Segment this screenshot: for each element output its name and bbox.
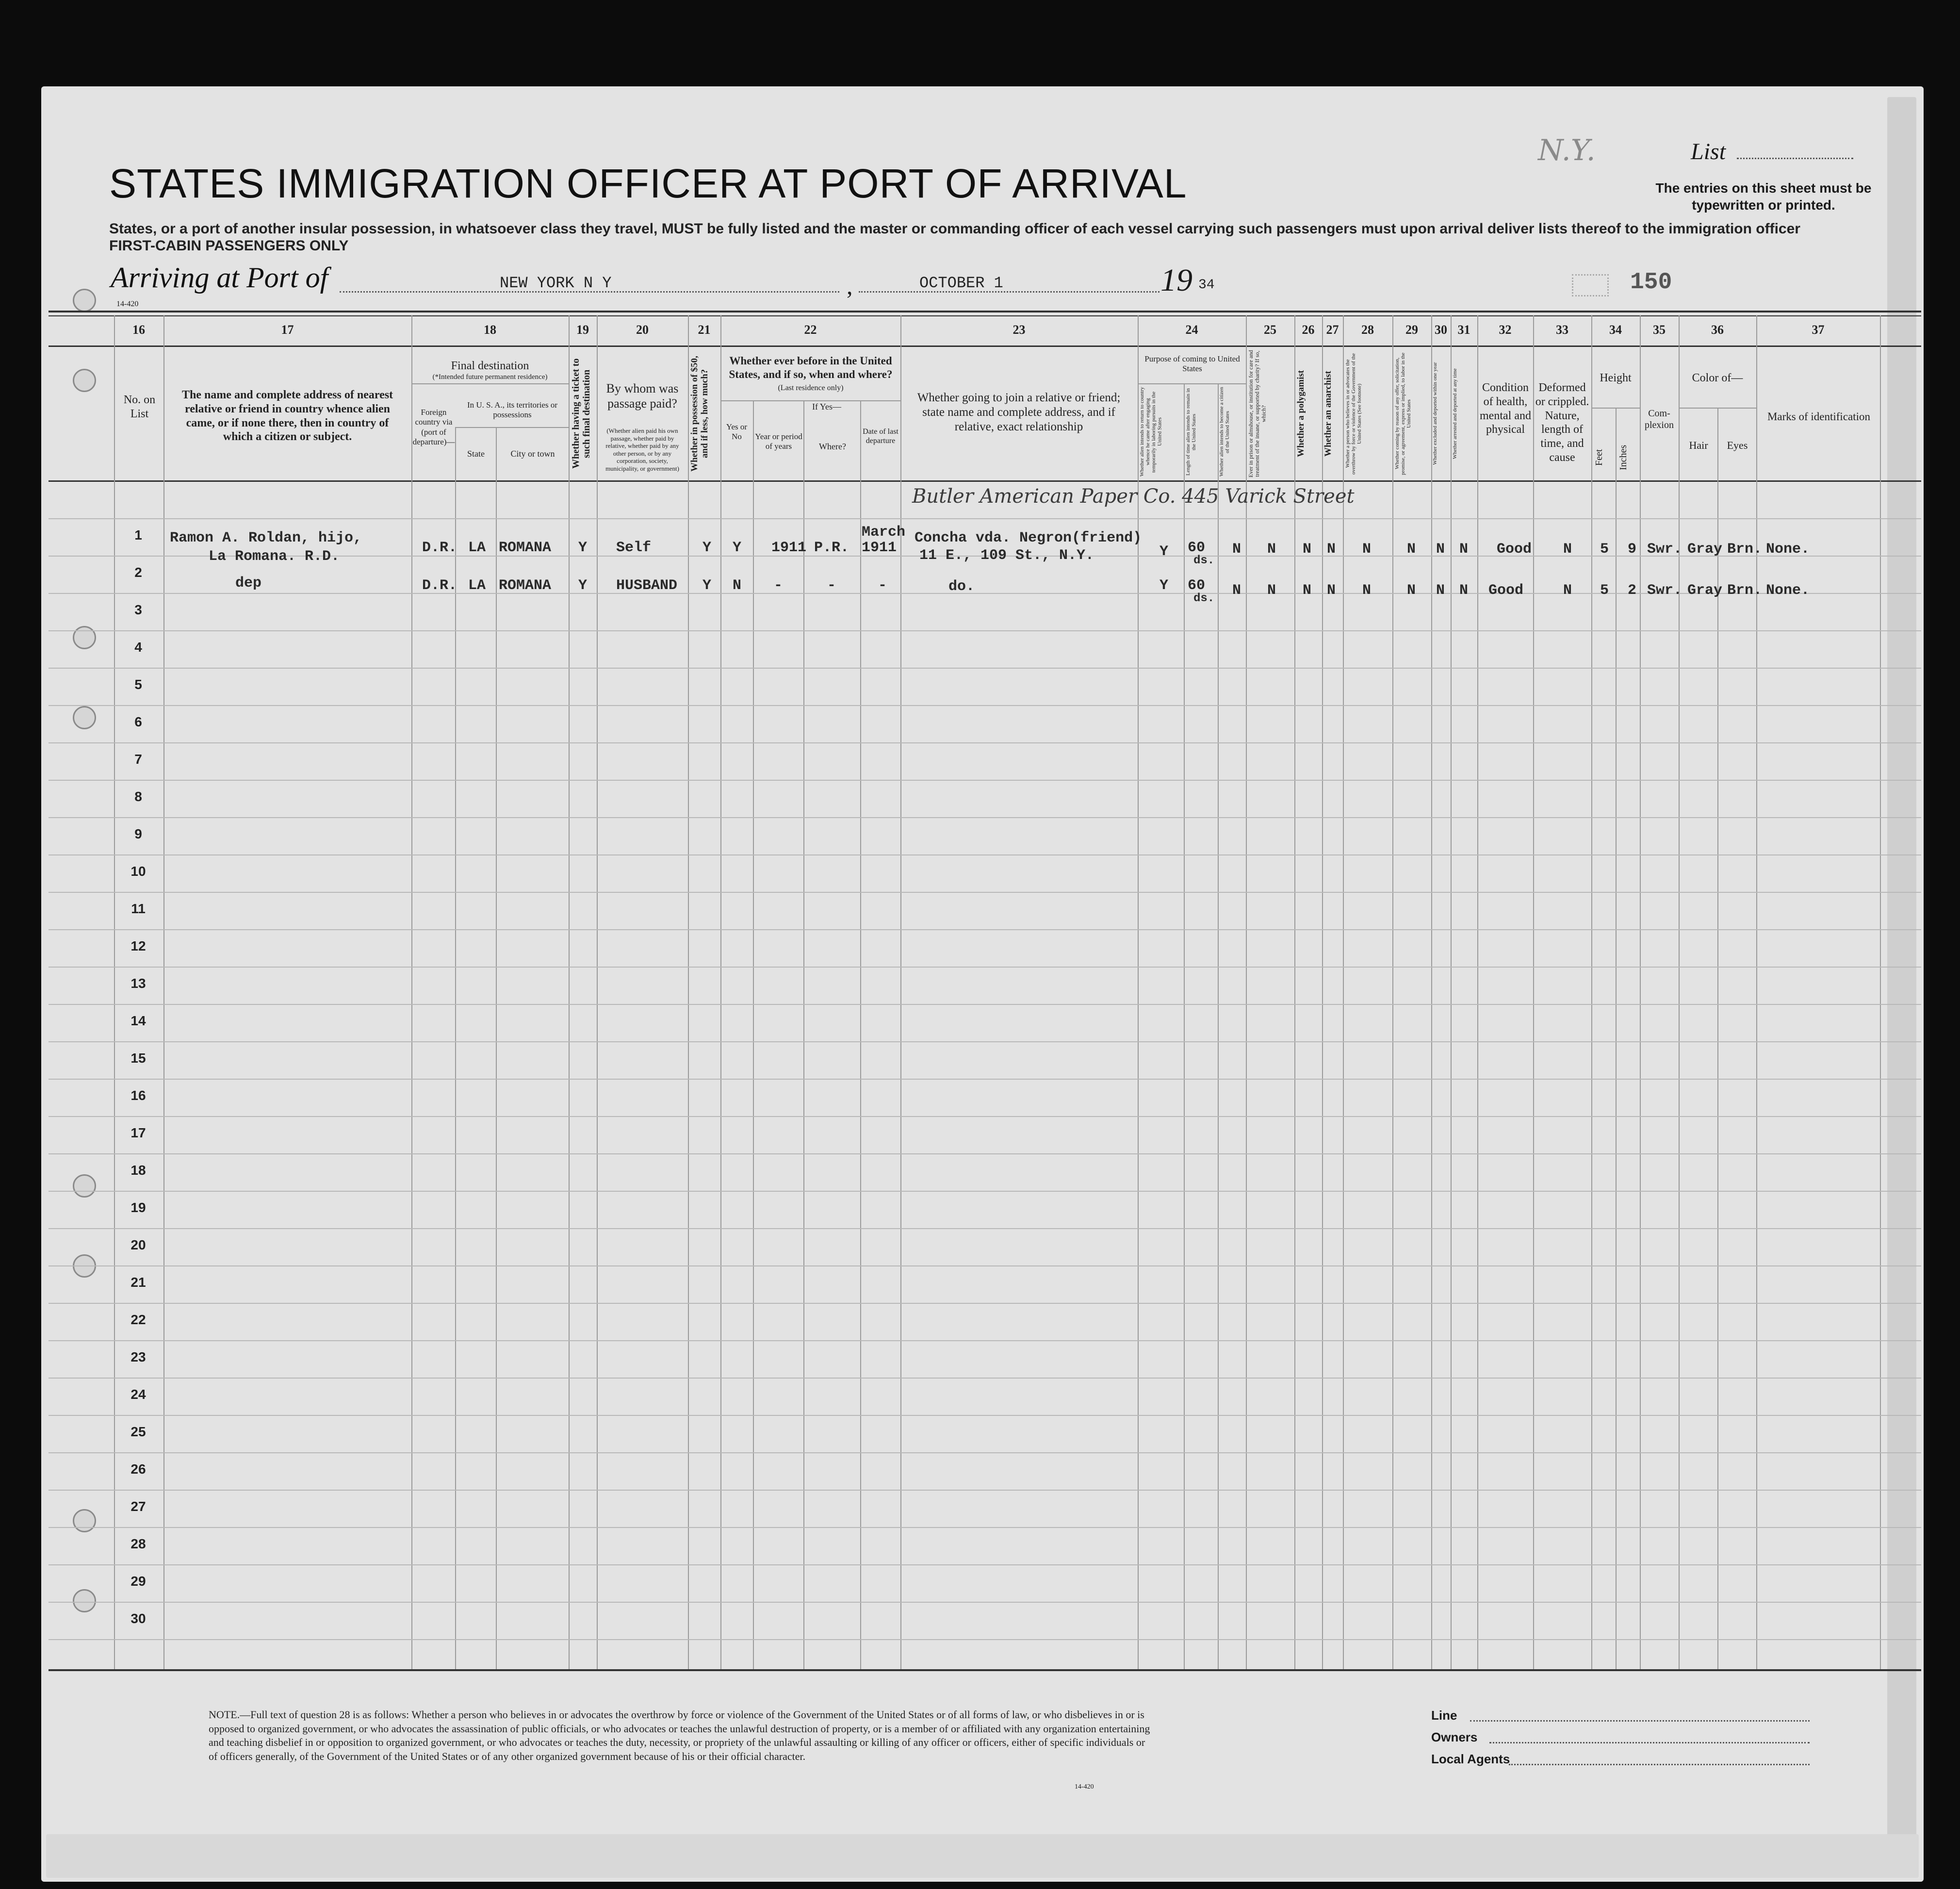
row-rule: [49, 1228, 1921, 1229]
hdr-ticket: Whether having a ticket to such final destination: [571, 358, 592, 469]
row2-join: do.: [948, 578, 975, 595]
hdr-hair: Hair: [1689, 439, 1708, 451]
colnum-32: 32: [1499, 323, 1512, 337]
row-number: 12: [131, 938, 146, 953]
colnum-17: 17: [281, 323, 294, 337]
colnum-22: 22: [804, 323, 817, 337]
row1-inches: 9: [1628, 541, 1637, 558]
hdr-contract-labor: Whether coming by reason of any offer, solicitation, promise, or agreement, express or implied, to labor in the United States: [1394, 352, 1412, 475]
footnote-question-28: NOTE.—Full text of question 28 is as follows: Whether a person who believes in or advocates the overthrow by force or violence of the Government of the United States or of all forms of law, or who disbelieves in or is opposed to organized government, or who advocates the assassination of public officials, or who advocates or teaches the unlawful destruction of property, or is a member of or affiliated with any organization entertaining and teaching disbelief in or opposition to organized government, or who advocates or teaches the duty, necessity, or propriety of the unlawful assaulting or killing of any officer or officers, either of specific individuals or of officers generally, of the Government of the United States or of any other organized government because of his or their official character.: [209, 1708, 1150, 1762]
row-rule: [49, 630, 1921, 631]
row-rule: [49, 1490, 1921, 1491]
table-bottom-rule: [49, 1669, 1921, 1671]
hdr-intends-citizen: Whether alien intends to become a citizen of the United States: [1219, 387, 1231, 477]
row-number: 3: [134, 602, 142, 617]
row-rule: [49, 854, 1921, 855]
row-rule: [49, 1415, 1921, 1416]
colnum-16: 16: [132, 323, 145, 337]
colnum-25: 25: [1264, 323, 1276, 337]
row-rule: [49, 1564, 1921, 1565]
row-number: 24: [131, 1387, 146, 1402]
hdr-marks: Marks of identification: [1767, 411, 1871, 423]
subtitle: States, or a port of another insular possession, in whatsoever class they travel, MUST be fully listed and the master or commanding officer of each vessel carrying such passengers must upon arrival deliver lists thereof to the immigration officer: [109, 221, 1800, 237]
row1-complexion: Swr.: [1647, 541, 1682, 558]
hdr-fifty-dollars: Whether in possession of $50, and if less, how much?: [689, 356, 710, 472]
colnum-24: 24: [1185, 323, 1198, 337]
row2-excluded: N: [1436, 582, 1445, 599]
row-number: 17: [131, 1125, 146, 1140]
form-code-bottom: 14-420: [1075, 1783, 1094, 1790]
hdr-join-relative: Whether going to join a relative or friend; state name and complete address, and if relative, exact relationship: [917, 391, 1121, 433]
row1-paid-by: Self: [616, 540, 652, 556]
row-number: 20: [131, 1237, 146, 1252]
sheet-number: 150: [1630, 269, 1672, 296]
local-agents-label: Local Agents: [1431, 1752, 1510, 1766]
row2-length-line2: ds.: [1193, 592, 1215, 605]
row-rule: [49, 892, 1921, 893]
row2-prison: N: [1267, 582, 1276, 599]
smudge-stamp: [1572, 274, 1609, 296]
row2-arrested: N: [1459, 582, 1469, 599]
row1-feet: 5: [1600, 541, 1609, 558]
row-number: 2: [134, 565, 142, 580]
row1-anarchist: N: [1327, 541, 1336, 558]
arriving-label: Arriving at Port of: [111, 262, 328, 294]
row1-city: ROMANA: [499, 540, 552, 556]
table-top-rule: [49, 311, 1921, 312]
row1-health: Good: [1497, 541, 1532, 558]
hdr-date-departure: Date of last departure: [863, 427, 898, 445]
row1-polygamist: N: [1303, 541, 1312, 558]
row1-foreign: D.R.: [422, 540, 457, 556]
row-rule: [49, 1378, 1921, 1379]
row-number: 25: [131, 1424, 146, 1439]
row2-state: LA: [468, 577, 486, 594]
subhdr-rule: [411, 383, 569, 384]
hdr-anarchist: Whether an anarchist: [1323, 371, 1333, 457]
hdr-length-of-stay: Length of time alien intends to remain in the United States: [1185, 388, 1197, 476]
hdr-where: Where?: [819, 442, 846, 451]
paper-stack-bottom: [46, 1834, 1919, 1878]
row-rule: [49, 1340, 1921, 1341]
row-number: 29: [131, 1574, 146, 1589]
hdr-overthrow: Whether a person who believes in or advocates the overthrow by force or violence of the Government of the United States (See footnote): [1345, 353, 1363, 475]
hdr-foreign-country: Foreign country via (port of departure)—: [412, 408, 455, 447]
row2-labor: N: [1407, 582, 1416, 599]
row1-deformed: N: [1563, 541, 1572, 558]
row1-excluded: N: [1436, 541, 1445, 558]
row-number: 9: [134, 826, 142, 841]
hdr-prison: Ever in prison or almshouse, or institution for care and treatment of the insane, or supported by charity? If so, which?: [1247, 350, 1267, 477]
row-rule: [49, 593, 1921, 594]
row1-where: P.R.: [814, 540, 849, 556]
hdr-nearest-relative: The name and complete address of nearest relative or friend in country whence alien came, or if none there, then in country of which a citizen or subject.: [181, 389, 393, 444]
row1-join-line1: Concha vda. Negron(friend): [915, 530, 1142, 546]
row-rule: [49, 518, 1921, 519]
row-rule: [49, 817, 1921, 818]
row1-relative-line1: Ramon A. Roldan, hijo,: [170, 530, 362, 546]
hdr-final-destination: Final destination: [451, 360, 529, 372]
hdr-no-on-list: No. on List: [123, 394, 156, 420]
row-rule: [49, 967, 1921, 968]
row1-year: 1911: [771, 540, 807, 556]
row-rule: [49, 1004, 1921, 1005]
row1-relative-line2: La Romana. R.D.: [209, 548, 340, 565]
hdr-feet: Feet: [1594, 449, 1604, 466]
row1-overthrow: N: [1362, 541, 1372, 558]
row-number: 19: [131, 1200, 146, 1215]
row-number: 18: [131, 1163, 146, 1178]
class-line: FIRST-CABIN PASSENGERS ONLY: [109, 238, 349, 254]
row-number: 28: [131, 1536, 146, 1551]
row-rule: [49, 1639, 1921, 1640]
hdr-if-yes: If Yes—: [812, 402, 841, 411]
row2-before: N: [733, 577, 742, 594]
row1-length-line1: 60: [1188, 540, 1206, 556]
row1-arrested: N: [1459, 541, 1469, 558]
hdr-ever-before: Whether ever before in the United States, and if so, when and where?: [729, 355, 893, 380]
page-title: STATES IMMIGRATION OFFICER AT PORT OF ARRIVAL: [109, 161, 1187, 206]
row-number: 4: [134, 640, 142, 655]
row2-polygamist: N: [1303, 582, 1312, 599]
row2-eyes: Brn.: [1727, 582, 1763, 599]
binder-hole: [73, 369, 96, 392]
row-number: 27: [131, 1499, 146, 1514]
row2-where: -: [827, 577, 836, 594]
subhdr-rule: [455, 427, 569, 428]
row-number: 6: [134, 714, 142, 729]
colnum-20: 20: [636, 323, 649, 337]
hdr-purpose: Purpose of coming to United States: [1144, 354, 1240, 374]
port-value: NEW YORK N Y: [500, 274, 612, 292]
subhdr-rule: [720, 400, 900, 401]
row-rule: [49, 668, 1921, 669]
subhdr-rule: [1138, 383, 1246, 384]
row-number: 14: [131, 1013, 146, 1028]
row2-health: Good: [1488, 582, 1524, 599]
colnum-27: 27: [1326, 323, 1339, 337]
colnum-34: 34: [1609, 323, 1622, 337]
hdr-state: State: [467, 449, 485, 459]
colnum-29: 29: [1405, 323, 1418, 337]
row2-complexion: Swr.: [1647, 582, 1682, 599]
line-field: [1470, 1720, 1810, 1722]
row2-foreign: D.R.: [422, 577, 457, 594]
hdr-passage-note: (Whether alien paid his own passage, whether paid by relative, whether paid by any other person, or by any corporation, society, municipality, or government): [605, 427, 679, 472]
row1-hair: Gray: [1687, 541, 1723, 558]
row2-hair: Gray: [1687, 582, 1723, 599]
row2-citizen: N: [1232, 582, 1241, 599]
row-number: 23: [131, 1349, 146, 1364]
row1-before: Y: [733, 540, 742, 556]
row-rule: [49, 1153, 1921, 1154]
row1-state: LA: [468, 540, 486, 556]
colnum-18: 18: [484, 323, 496, 337]
colnum-23: 23: [1013, 323, 1026, 337]
hdr-eyes: Eyes: [1727, 439, 1748, 451]
form-code-top: 14-420: [116, 300, 139, 308]
row2-inches: 2: [1628, 582, 1637, 599]
colnum-35: 35: [1653, 323, 1666, 337]
list-number-line: [1737, 158, 1853, 159]
colnum-26: 26: [1302, 323, 1315, 337]
row-rule: [49, 1079, 1921, 1080]
row2-length-line1: 60: [1188, 577, 1206, 594]
row2-ticket: Y: [578, 577, 588, 594]
row-number: 13: [131, 976, 146, 991]
hdr-excluded: Whether excluded and deported within one year: [1432, 362, 1438, 465]
row1-citizen: N: [1232, 541, 1241, 558]
row-rule: [49, 929, 1921, 930]
colnum-28: 28: [1361, 323, 1374, 337]
row1-departure-line1: March: [862, 524, 906, 541]
row-number: 10: [131, 864, 146, 879]
hdr-passage-paid: By whom was passage paid?: [606, 381, 679, 411]
row1-fifty: Y: [702, 540, 712, 556]
row-number: 1: [134, 527, 142, 542]
hdr-city: City or town: [510, 449, 555, 459]
row-rule: [49, 705, 1921, 706]
local-agents-field: [1509, 1764, 1810, 1765]
row2-anarchist: N: [1327, 582, 1336, 599]
date-value: OCTOBER 1: [919, 274, 1003, 292]
owners-label: Owners: [1431, 1730, 1478, 1744]
hdr-polygamist: Whether a polygamist: [1296, 370, 1306, 458]
row-rule: [49, 1041, 1921, 1042]
hdr-height: Height: [1600, 372, 1632, 384]
row-number: 8: [134, 789, 142, 804]
row1-length-line2: ds.: [1193, 554, 1215, 567]
owners-field: [1489, 1742, 1810, 1743]
row1-ticket: Y: [578, 540, 588, 556]
row-number: 11: [131, 901, 146, 916]
row-number: 21: [131, 1275, 146, 1290]
row1-labor: N: [1407, 541, 1416, 558]
row1-handwritten-employer: Butler American Paper Co. 445 Varick Street: [912, 485, 1355, 508]
row1-eyes: Brn.: [1727, 541, 1763, 558]
row-rule: [49, 780, 1921, 781]
hdr-deformed: Deformed or crippled. Nature, length of time, and cause: [1535, 381, 1589, 464]
hdr-inches: Inches: [1618, 444, 1629, 470]
row2-overthrow: N: [1362, 582, 1372, 599]
hdr-color-of: Color of—: [1692, 372, 1743, 384]
row-rule: [49, 1452, 1921, 1453]
hdr-last-residence: (Last residence only): [778, 384, 844, 392]
row-rule: [49, 1602, 1921, 1603]
year-prefix: 19: [1160, 263, 1192, 298]
row-number: 30: [131, 1611, 146, 1626]
row1-marks: None.: [1766, 541, 1810, 558]
row-rule: [49, 1116, 1921, 1117]
row-rule: [49, 1303, 1921, 1304]
row-rule: [49, 1265, 1921, 1266]
hdr-in-usa: In U. S. A., its territories or possessions: [467, 400, 558, 420]
row1-purpose: Y: [1160, 543, 1169, 560]
comma-sep: ,: [847, 272, 853, 299]
colnum-31: 31: [1457, 323, 1470, 337]
row-number: 26: [131, 1462, 146, 1477]
row2-departure: -: [878, 577, 887, 594]
colnum-21: 21: [698, 323, 711, 337]
handwritten-port-mark: N.Y.: [1538, 133, 1596, 167]
row2-year: -: [774, 577, 783, 594]
hdr-arrested: Whether arrested and deported at any time: [1452, 368, 1458, 459]
row-number: 5: [134, 677, 142, 692]
colnum-36: 36: [1711, 323, 1724, 337]
hdr-complexion: Com-plexion: [1645, 408, 1674, 430]
entries-note: The entries on this sheet must be typewritten or printed.: [1655, 181, 1872, 213]
hdr-intends-return: Whether alien intends to return to country whence he came after engaging temporarily in laboring pursuits in the United States: [1139, 387, 1163, 477]
row-rule: [49, 1527, 1921, 1528]
hdr-year-period: Year or period of years: [755, 432, 802, 451]
colnum-30: 30: [1435, 323, 1447, 337]
row2-city: ROMANA: [499, 577, 552, 594]
hdr-final-destination-note: (*Intended future permanent residence): [432, 373, 548, 381]
row-number: 15: [131, 1051, 146, 1066]
row2-feet: 5: [1600, 582, 1609, 599]
list-label: List: [1691, 139, 1726, 164]
row-number: 16: [131, 1088, 146, 1103]
date-line: [859, 291, 1160, 293]
hdr-yes-no: Yes or No: [726, 422, 748, 442]
row-number: 22: [131, 1312, 146, 1327]
row1-departure-line2: 1911: [862, 540, 897, 556]
row2-fifty: Y: [702, 577, 712, 594]
line-label: Line: [1431, 1708, 1457, 1723]
row1-join-line2: 11 E., 109 St., N.Y.: [919, 547, 1094, 564]
binder-hole: [73, 289, 96, 312]
row2-deformed: N: [1563, 582, 1572, 599]
year-suffix: 34: [1198, 278, 1215, 293]
colnum-19: 19: [576, 323, 589, 337]
row-rule: [49, 742, 1921, 743]
row-number: 7: [134, 752, 142, 767]
row2-marks: None.: [1766, 582, 1810, 599]
row-rule: [49, 1191, 1921, 1192]
hdr-health: Condition of health, mental and physical: [1480, 381, 1531, 436]
row2-purpose: Y: [1160, 577, 1169, 594]
table-body: [49, 500, 1921, 1664]
row1-prison: N: [1267, 541, 1276, 558]
colnum-33: 33: [1556, 323, 1568, 337]
row2-paid-by: HUSBAND: [616, 577, 678, 594]
subhdr-rule: [1679, 408, 1756, 409]
subhdr-rule: [1591, 408, 1640, 409]
row2-relative: dep: [235, 575, 262, 591]
colnum-37: 37: [1812, 323, 1825, 337]
